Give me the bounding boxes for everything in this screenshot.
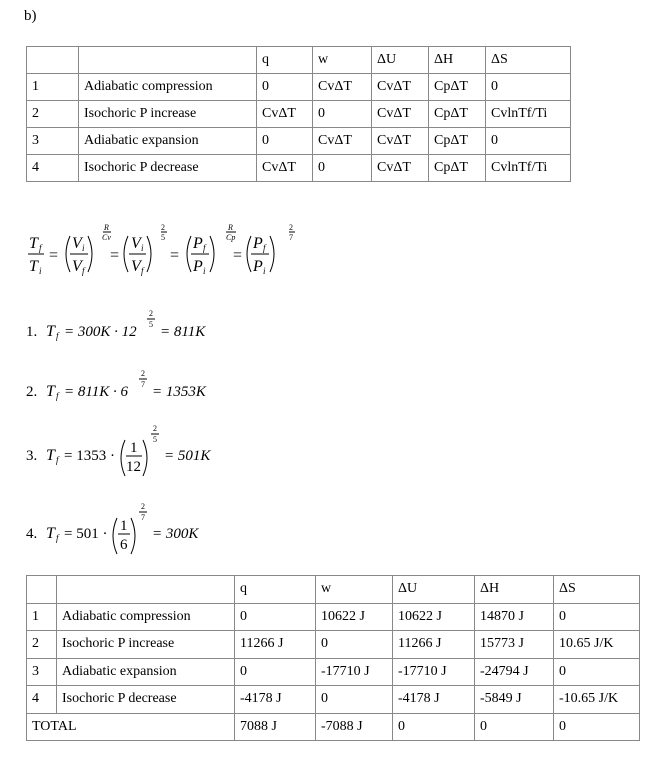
table-row — [27, 74, 571, 101]
ti-sub: i — [39, 266, 42, 276]
exp-r: R — [228, 223, 233, 232]
header-dH: ΔH — [429, 47, 486, 74]
dS-cell: 0 — [554, 658, 640, 686]
row-number: 3 — [27, 658, 57, 686]
equals-sign: = — [110, 247, 120, 264]
tf-symbol: T — [46, 323, 55, 340]
dH-cell: CpΔT — [429, 155, 486, 182]
exp-cv: Cv — [102, 233, 111, 242]
equals-sign: = — [49, 247, 59, 264]
header-w: w — [313, 47, 372, 74]
process-name: Isochoric P decrease — [79, 155, 257, 182]
tf-symbol: T — [46, 447, 55, 464]
dH-cell: -5849 J — [475, 686, 554, 714]
pf-sub: f — [203, 243, 206, 253]
dS-cell: CvlnTf/Ti — [486, 155, 571, 182]
tf-sub: f — [39, 243, 42, 253]
vi-symbol: V — [131, 235, 141, 252]
header-dS: ΔS — [554, 576, 640, 604]
fraction-num: 1 — [130, 440, 138, 456]
ti-symbol: T — [29, 258, 38, 275]
step-body: = 300K · 12 — [64, 324, 137, 340]
total-row — [27, 713, 640, 741]
exp-2: 2 — [161, 223, 165, 232]
vi-symbol: V — [72, 235, 82, 252]
tf-symbol: T — [29, 235, 38, 252]
dS-cell: -10.65 J/K — [554, 686, 640, 714]
pf-symbol: P — [253, 235, 263, 252]
exp-5: 5 — [161, 233, 165, 242]
vf-sub: f — [141, 266, 144, 276]
vi-sub: i — [82, 243, 85, 253]
equals-sign: = — [233, 247, 243, 264]
pi-symbol: P — [193, 258, 203, 275]
dH-cell: CpΔT — [429, 128, 486, 155]
exp-2: 2 — [289, 223, 293, 232]
equals-sign: = — [170, 247, 180, 264]
vi-sub: i — [141, 243, 144, 253]
step-number: 3. — [26, 448, 38, 464]
dS-cell: 10.65 J/K — [554, 631, 640, 659]
tf-sub: f — [56, 331, 59, 341]
row-number: 4 — [27, 686, 57, 714]
w-cell: -17710 J — [316, 658, 393, 686]
table-row — [27, 658, 640, 686]
process-name: Isochoric P increase — [79, 101, 257, 128]
vf-symbol: V — [131, 258, 141, 275]
header-dS: ΔS — [486, 47, 571, 74]
exp-7: 7 — [289, 233, 293, 242]
process-name: Adiabatic compression — [79, 74, 257, 101]
total-dH: 0 — [475, 713, 554, 741]
symbolic-table — [26, 46, 571, 182]
dU-cell: -4178 J — [393, 686, 475, 714]
dU-cell: CvΔT — [372, 101, 429, 128]
part-label: b) — [24, 8, 37, 24]
tf-sub: f — [56, 533, 59, 543]
w-cell: 0 — [316, 686, 393, 714]
dS-cell: 0 — [554, 603, 640, 631]
total-dS: 0 — [554, 713, 640, 741]
step-number: 2. — [26, 384, 38, 400]
row-number: 1 — [27, 74, 79, 101]
dU-cell: 11266 J — [393, 631, 475, 659]
tf-symbol: T — [46, 525, 55, 542]
vf-sub: f — [82, 266, 85, 276]
exp-num: 2 — [141, 502, 145, 511]
total-w: -7088 J — [316, 713, 393, 741]
q-cell: -4178 J — [235, 686, 316, 714]
step-2-equation — [24, 368, 244, 404]
step-body: = 811K · 6 — [64, 384, 129, 400]
w-cell: 0 — [313, 155, 372, 182]
header-dU: ΔU — [393, 576, 475, 604]
step-result: = 1353K — [152, 384, 206, 400]
step-result: = 811K — [160, 324, 206, 340]
exp-num: 2 — [141, 369, 145, 378]
q-cell: 0 — [257, 74, 313, 101]
w-cell: 0 — [313, 101, 372, 128]
header-dU: ΔU — [372, 47, 429, 74]
pf-sub: f — [263, 243, 266, 253]
step-body: = 1353 · — [64, 448, 115, 464]
dS-cell: 0 — [486, 74, 571, 101]
dU-cell: CvΔT — [372, 128, 429, 155]
header-cell — [27, 576, 57, 604]
pi-sub: i — [263, 266, 266, 276]
q-cell: 11266 J — [235, 631, 316, 659]
w-cell: 10622 J — [316, 603, 393, 631]
dH-cell: 15773 J — [475, 631, 554, 659]
row-number: 1 — [27, 603, 57, 631]
step-body: = 501 · — [64, 526, 108, 542]
fraction-den: 12 — [126, 459, 141, 475]
total-q: 7088 J — [235, 713, 316, 741]
dH-cell: CpΔT — [429, 101, 486, 128]
w-cell: CvΔT — [313, 74, 372, 101]
dU-cell: CvΔT — [372, 74, 429, 101]
exp-den: 5 — [149, 320, 153, 329]
header-q: q — [235, 576, 316, 604]
numeric-table — [26, 575, 640, 741]
tf-sub: f — [56, 391, 59, 401]
exp-r: R — [104, 223, 109, 232]
table-header-row — [27, 576, 640, 604]
dH-cell: -24794 J — [475, 658, 554, 686]
temperature-ratio-formula — [24, 220, 324, 290]
q-cell: CvΔT — [257, 155, 313, 182]
exp-den: 7 — [141, 513, 145, 522]
header-w: w — [316, 576, 393, 604]
total-dU: 0 — [393, 713, 475, 741]
vf-symbol: V — [72, 258, 82, 275]
step-number: 1. — [26, 324, 38, 340]
step-result: = 501K — [164, 448, 211, 464]
process-name: Isochoric P increase — [57, 631, 235, 659]
tf-sub: f — [56, 455, 59, 465]
table-row — [27, 631, 640, 659]
q-cell: 0 — [257, 128, 313, 155]
q-cell: CvΔT — [257, 101, 313, 128]
fraction-den: 6 — [120, 537, 128, 553]
header-dH: ΔH — [475, 576, 554, 604]
tf-symbol: T — [46, 383, 55, 400]
w-cell: CvΔT — [313, 128, 372, 155]
row-number: 4 — [27, 155, 79, 182]
process-name: Isochoric P decrease — [57, 686, 235, 714]
q-cell: 0 — [235, 658, 316, 686]
table-row — [27, 101, 571, 128]
step-4-equation — [24, 498, 244, 564]
pi-symbol: P — [253, 258, 263, 275]
dU-cell: CvΔT — [372, 155, 429, 182]
row-number: 2 — [27, 631, 57, 659]
exp-cp: Cp — [226, 233, 236, 242]
header-cell — [27, 47, 79, 74]
table-row — [27, 128, 571, 155]
step-1-equation — [24, 308, 244, 344]
dH-cell: CpΔT — [429, 74, 486, 101]
header-q: q — [257, 47, 313, 74]
fraction-num: 1 — [120, 518, 128, 534]
exp-den: 5 — [153, 435, 157, 444]
dS-cell: 0 — [486, 128, 571, 155]
pf-symbol: P — [193, 235, 203, 252]
table-row — [27, 603, 640, 631]
row-number: 2 — [27, 101, 79, 128]
process-name: Adiabatic expansion — [79, 128, 257, 155]
step-result: = 300K — [152, 526, 199, 542]
exp-den: 7 — [141, 380, 145, 389]
header-cell — [79, 47, 257, 74]
row-number: 3 — [27, 128, 79, 155]
w-cell: 0 — [316, 631, 393, 659]
table-row — [27, 155, 571, 182]
table-row — [27, 686, 640, 714]
dH-cell: 14870 J — [475, 603, 554, 631]
pi-sub: i — [203, 266, 206, 276]
header-cell — [57, 576, 235, 604]
exp-num: 2 — [153, 424, 157, 433]
step-number: 4. — [26, 526, 38, 542]
q-cell: 0 — [235, 603, 316, 631]
process-name: Adiabatic compression — [57, 603, 235, 631]
exp-num: 2 — [149, 309, 153, 318]
dU-cell: 10622 J — [393, 603, 475, 631]
process-name: Adiabatic expansion — [57, 658, 235, 686]
table-header-row — [27, 47, 571, 74]
step-3-equation — [24, 420, 244, 486]
dU-cell: -17710 J — [393, 658, 475, 686]
total-label: TOTAL — [27, 713, 235, 741]
dS-cell: CvlnTf/Ti — [486, 101, 571, 128]
